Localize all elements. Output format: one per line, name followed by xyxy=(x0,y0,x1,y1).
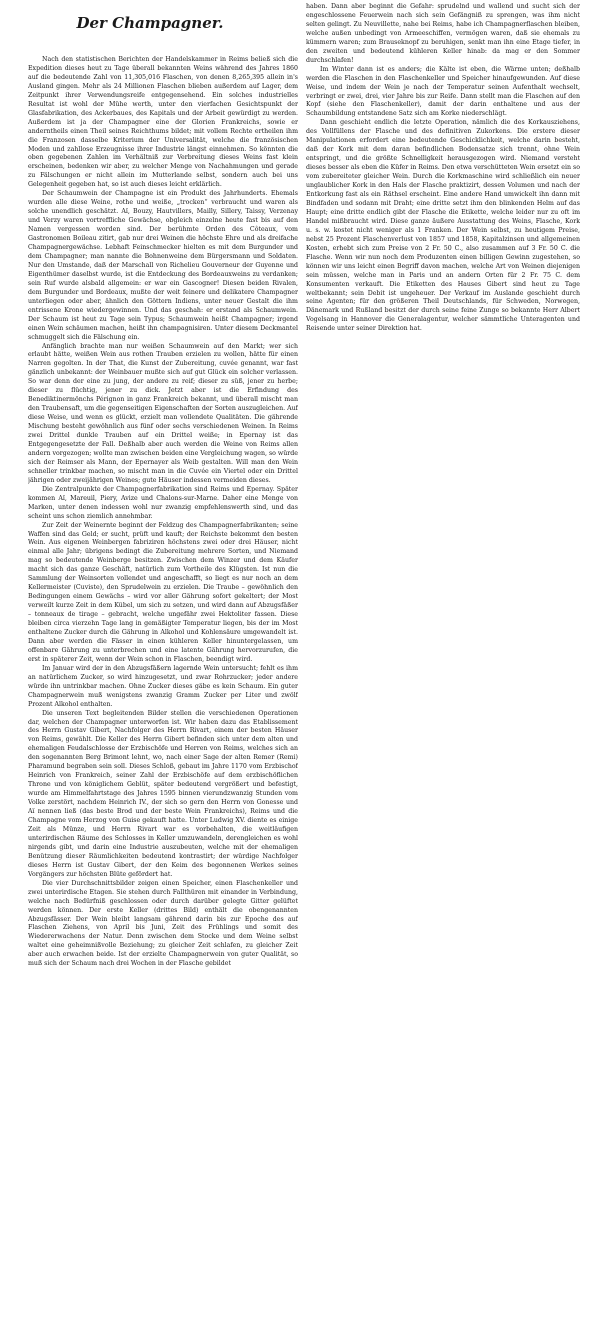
paragraph: Anfänglich brachte man nur weißen Schaumwein auf den Markt; wer sich erlaubt hätte, weißen Wein aus rothen Trauben erzielen zu wollen, hätte für einen Narren gegolten. In der That, die Kunst der Zubereitung, cuvée genannt, war fast gänzlich unbekannt: der Weinbauer mußte sich auf gut Glück ein solcher verlassen. So war denn der eine zu jung, der andere zu reif; dieser zu süß, jener zu herbe; dieser zu flüchtig, jener zu dick. Jetzt aber ist die Erfindung des Benediktinermönchs Pérignon in ganz Frankreich bekannt, und überall mischt man den Traubensaft, um die gegenseitigen Eigenschaften der Sorten auszugleichen. Auf diese Weise, und wenn es glückt, erzielt man vollendete Qualitäten. Die gährende Mischung besteht gewöhnlich aus fünf oder sechs verschiedenen Weinen. In Reims zwei Drittel dunkle Trauben auf ein Drittel weiße; in Epernay ist das Entgegengesetzte der Fall. Deßhalb aber auch werden die Weine von Reims allen andern vorgezogen; wollte man zwischen beiden eine Vergleichung wagen, so würde sich der Reimser als Mann, der Epernayer als Weib gestalten. Will man den Wein schneller trinkbar machen, so mischt man in die Cuvée ein Viertel oder ein Drittel jährigen oder zweijährigen Weines; gute Häuser indessen vermeiden dieses. xyxy=(28,342,298,484)
article-title: Der Champagner. xyxy=(76,14,224,32)
paragraph: haben. Dann aber beginnt die Gefahr: sprudelnd und wallend und sucht sich der engeschlossene Feuerwein nach sich sein Gefängniß zu sprengen, was ihm nicht selten gelingt. Zu Neuvillette, nahe bei Reims, habe ich Champagnerflaschen bleiben, welche außen unbedingt von Armeeschiffen, vermögen waren, daß sie ehemals zu kümmern waren; zum Brauseknopf zu beruhigen, senkt man ihn eine Etage tiefer, in den zweiten und bedeutend kühleren Keller hinab: da mag er den Sommer durchschlafen! xyxy=(306,3,580,64)
paragraph: Die unseren Text begleitenden Bilder stellen die verschiedenen Operationen dar, welchen der Champagner unterworfen ist. Wir haben dazu das Etablissement des Herrn Gustav Gibert, Nachfolger des Herrn Rivart, einem der besten Häuser von Reims, gewählt. Die Keller des Herrn Gibert befinden sich unter dem alten und ehemaligen Feudalschlosse der Erzbischöfe und Herren von Reims, welches sich an den sogenannten Berg Brimont lehnt, wo, nach einer Sage der alten Remer (Remi) Pharamund begraben sein soll. Dieses Schloß, gebaut im Jahre 1170 vom Erzbischof Heinrich von Frankreich, seiner Zahl der Erzbischöfe auf dem erzbischöflichen Throne und von königlichem Geblüt, später bedeutend vergrößert und befestigt, wurde am Himmelfahrtstage des Jahres 1595 binnen vierundzwanzig Stunden vom Volke zerstört, nachdem Heinrich IV., der sich so gern den Herrn von Gonesse und Aï nennen ließ (das beste Brod und der beste Wein Frankreichs), Reims und die Champagne vom Herzog von Guise gekauft hatte. Unter Ludwig XV. diente es einige Zeit als Münze, und Herrn Rivart war es vorbehalten, die weitläufigen unterirdischen Räume des Schlosses in Keller umzuwandeln, derengleichen es wohl nirgends gibt, und darin eine Industrie auszubeuten, welche mit der ehemaligen Benützung dieser Räumlichkeiten bedeutend kontrastirt; der würdige Nachfolger dieses Herrn ist Gustav Gibert, der den Keim des begonnenen Werkes seines Vorgängers zur höchsten Blüte gefördert hat. xyxy=(28,709,298,878)
paragraph: Nach den statistischen Berichten der Handelskammer in Reims beließ sich die Expedition dieses heut zu Tage überall bekannten Weins während des Jahres 1860 auf die bedeutende Zahl von 11,305,016 Flaschen, von denen 8,265,395 allein in's Ausland gingen. Mehr als 24 Millionen Flaschen blieben außerdem auf Lager, dem Zeitpunkt ihrer Verwendungsreife entgegensehend. Ein solches industrielles Resultat ist wohl der Mühe werth, unter den vierfachen Gesichtspunkt der Glasfabrikation, des Ackerbaues, des Kapitals und der Arbeit gewürdigt zu werden. Außerdem ist ja der Champagner eine der Glorien Frankreichs, sowie er anderntheils einen Theil seines Reichthums bildet; mit vollem Rechte ertheilen ihm die Franzosen dasselbe Kriterium der Universalität, welche die französischen Moden und zahllose Erzeugnisse ihrer Industrie längst einnehmen. So könnten die oben gegebenen Zahlen im Verhältniß zur Verbreitung dieses Weins fast klein erscheinen, bedenken wir aber, zu welcher Menge von Nachahmungen und gerade zu Fälschungen er nicht allein im Mutterlande selbst, sondern auch bei uns Gelegenheit gegeben hat, so ist auch dieses leicht erklärlich. xyxy=(28,56,298,189)
paragraph: Im Januar wird der in den Abzugsfäßern lagernde Wein untersucht; fehlt es ihm an natürlichem Zucker, so wird hinzugesetzt, und zwar Rohrzucker; jeder andere würde ihn untrinkbar machen. Ohne Zucker dieses gäbe es kein Schaum. Ein guter Champagnerwein muß wenigstens zwanzig Gramm Zucker per Liter und zwölf Prozent Alkohol enthalten. xyxy=(28,664,298,708)
paragraph: Die Zentralpunkte der Champagnerfabrikation sind Reims und Epernay. Später kommen Aï, Mareuil, Piery, Avize und Chalons-sur-Marne. Daher eine Menge von Marken, unter denen indessen wohl nur zwanzig empfehlenswerth sind, und das scheint uns schon ziemlich annehmbar. xyxy=(28,485,298,520)
paragraph: Dann geschieht endlich die letzte Operation, nämlich die des Korkausziehens, des Vollfüllens der Flasche und des definitiven Zukorkens. Die erstere dieser Manipulationen erfordert eine bedeutende Geschicklichkeit, welche darin besteht, daß der Kork mit dem daran befindlichen Bodensatze sich trennt, ohne Wein entspringt, und die größte Schnelligkeit herausgezogen wird. Niemand versteht dieses besser als eben die Küfer in Reims. Den etwa verschütteten Wein ersetzt ein so vom zubereiteter gleicher Wein. Durch die Korkmaschine wird schließlich ein neuer unglaublicher Kork in den Hals der Flasche praktizirt, dessen Volumen und nach der Entkorkung fast als ein Räthsel erscheint. Eine andere Hand umwickelt ihn dann mit Bindfaden und sodann mit Draht; eine dritte setzt ihm den blinkenden Helm auf das Haupt; eine dritte endlich gibt der Flasche die Etikette, welche leider nur zu oft im Handel mißbraucht wird. Diese ganze äußere Ausstattung des Weins, Flasche, Kork u. s. w. kostet nicht weniger als 1 Franken. Der Wein selbst, zu heutigem Preise, nebst 25 Prozent Flaschenverlust von 1857 und 1858, Kapitalzinsen und allgemeinen Kosten, erhebt sich zum Preise von 2 Fr. 50 C., also zusammen auf 3 Fr. 50 C. die Flasche. Wenn wir nun noch dem Produzenten einen billigen Gewinn zugestehen, so können wir uns leicht einen Begriff davon machen, welche Art von Weinen diejenigen sein müssen, welche man in Paris und an andern Orten für 2 Fr. 75 C. dem Konsumenten verkauft. Die Etiketten des Hauses Gibert sind heut zu Tage weltbekannt; sein Debit ist ungeheuer. Der Verkauf im Auslande geschieht durch seine Agenten; für den größeren Theil Deutschlands, für Schweden, Norwegen, Dänemark und Rußland besitzt der durch seine feine Zunge so bekannte Herr Albert Vogelsang in Hannover die Generalagentur, welcher sämmtliche Unteragenten und Reisende unter seiner Direktion hat. xyxy=(306,119,580,333)
paragraph: Der Schaumwein der Champagne ist ein Produkt des Jahrhunderts. Ehemals wurden alle diese Weine, rothe und weiße, „trocken“ verbraucht und waren als solche unendlich geschätzt. Aï, Bouzy, Hautvillers, Mailly, Sillery, Taissy, Verzenay und Verzy waren vortreffliche Gewächse, obgleich einzelne heute fast bis auf den Namen vergessen worden sind. Der berühmte Orden des Côteaux, vom Gastronomen Boileau zitirt, gab nur drei Weinen die höchste Ehre und als dreifache Champagnergewächse. Lebhaft Feinschmecker hielten es mit dem Burgunder und dem Champagner; man nannte die Bohnenweine dem Bürgersmann und Soldaten. Nur den Umstande, daß der Marschall von Richelieu Gouverneur der Guyenne und Eigenthümer daselbst wurde, ist die Entdeckung des Bordeauxweins zu verdanken; sein Ruf wurde alsbald allgemein: er war ein Gascogner! Diesen beiden Rivalen, dem Burgunder und Bordeaux, mußte der weit feinere und delikatere Champagner unterliegen oder aber, ähnlich den Göttern Indiens, unter neuer Gestalt die ihm entrissene Krone wiedergewinnen. Und das geschah: er erstand als Schaumwein. Der Schaum ist heut zu Tage sein Typus; Schaumwein heißt Champagner; irgend einen Wein schäumen machen, heißt ihn champagnisiren. Unter diesem Deckmantel schmuggelt sich die Fälschung ein. xyxy=(28,190,298,341)
paragraph: Im Winter dann ist es anders; die Kälte ist eben, die Wärme unten; deßhalb werden die Flaschen in den Flaschenkeller und Speicher hinaufgewunden. Auf diese Weise, und indem der Wein je nach der Temperatur seinen Aufenthalt wechselt, verbringt er zwei, drei, vier Jahre bis zur Reife. Dann stellt man die Flaschen auf den Kopf (siehe den Flaschenkeller), damit der darin enthaltene und aus der Schaumbildung entstandene Satz sich am Korke niederschlägt. xyxy=(306,65,580,118)
text-column-left xyxy=(28,56,298,1314)
paragraph: Die vier Durchschnittsbilder zeigen einen Speicher, einen Flaschenkeller und zwei unterirdische Etagen. Sie stehen durch Fallthüren mit einander in Verbindung, welche nach Bedürfniß geschlossen oder durch darüber gelegte Gitter gelüftet werden können. Der erste Keller (drittes Bild) enthält die obengenannten Abzugsfässer. Der Wein bleibt langsam gährend darin bis zur Epoche des auf Flaschen Ziehens, von April bis Juni, Zeit des Frühlings und somit des Wiedererwachens der Natur. Denn zwischen dem Stocke und dem Weine selbst waltet eine geheimnißvolle Beziehung; zu gleicher Zeit schlafen, zu gleicher Zeit aber auch erwachen beide. Ist der erzielte Champagnerwein von guter Qualität, so muß sich der Schaum nach drei Wochen in der Flasche gebildet xyxy=(28,879,298,968)
paragraph: Zur Zeit der Weinernte beginnt der Feldzug des Champagnerfabrikanten; seine Waffen sind das Geld; er sucht, prüft und kauft; der Reichste bekommt den besten Wein. Aus eigenen Weinbergen fabriziren höchstens zwei oder drei Häuser, nicht einmal alle Jahr; übrigens bedingt die Zubereitung mehrere Sorten, und Niemand mag so bedeutende Weinberge besitzen. Zwischen dem Winzer und dem Käufer macht sich das ganze Geschäft, natürlich zum Vortheile des Klügsten. Ist nun die Sammlung der Weinsorten vollendet und angeschafft, so liegt es nur noch an dem Kellermeister (Cuviste), den Sprudelwein zu erzielen. Die Traube – gewöhnlich den Bedingungen einem Gewächs – wird vor aller Gährung sofort gekeltert; der Most verweilt kurze Zeit in dem Kübel, um sich zu setzen, und wird dann auf Abzugsfäßer – tonneaux de tirage – gebracht, welche ungefähr zwei Hektoliter fassen. Diese bleiben circa vierzehn Tage lang in gemäßigter Temperatur liegen, bis der im Most enthaltene Zucker durch die Gährung in Alkohol und Kohlensäure umgewandelt ist. Dann aber werden die Fässer in einen kühleren Keller hinuntergelassen, um offenbare Gährung zu unterbrechen und eine latente Gährung hervorzurufen, die erst in späterer Zeit, wenn der Wein schon in Flaschen, beendigt wird. xyxy=(28,521,298,663)
text-column-right xyxy=(306,3,580,1314)
